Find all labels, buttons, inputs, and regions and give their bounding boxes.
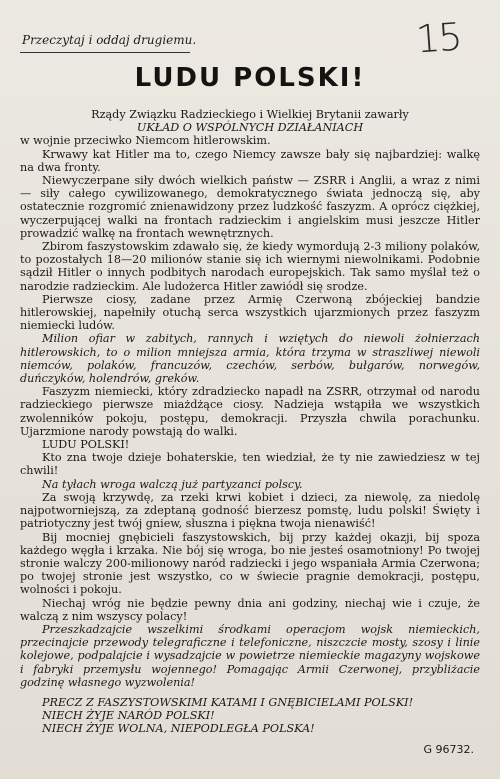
- paragraph-enemy-uncertain: Niechaj wróg nie będzie pewny dnia ani godziny, niechaj wie i czuje, że walczą z nim wszyscy polacy!: [20, 596, 480, 623]
- leaflet-body: [20, 108, 480, 689]
- paragraph-million-victims: Milion ofiar w zabitych, rannych i wziętych do niewoli żołnierzach hitlerowskich, to o milion mniejsza armia, która trzyma w straszliwej niewoli niemców, polaków, francuzów, czechów, serbów, bułgarów, norwegów, duńczyków, holendrów, greków.: [20, 332, 480, 386]
- top-rule: [20, 52, 190, 53]
- paragraph-two-fronts: Krwawy kat Hitler ma to, czego Niemcy zawsze bały się najbardziej: walkę na dwa fronty.: [20, 147, 480, 174]
- paragraph-ludu-polski: LUDU POLSKI!: [42, 438, 130, 452]
- paragraph-partisans: Na tyłach wroga walczą już partyzanci polscy.: [42, 477, 303, 491]
- paragraph-intro-line1: Rządy Związku Radzieckiego i Wielkiej Brytanii zawarły: [91, 108, 409, 121]
- paragraph-first-blows: Pierwsze ciosy, zadane przez Armię Czerwoną zbójeckiej bandzie hitlerowskiej, napełniły otuchą serca wszystkich ujarzmionych przez faszyzm niemiecki ludów.: [20, 292, 480, 333]
- paragraph-heroic-history: Kto zna twoje dzieje bohaterskie, ten wiedział, że ty nie zawiedziesz w tej chwili!: [20, 451, 480, 478]
- paragraph-sabotage: Przeszkadzajcie wszelkimi środkami operacjom wojsk niemieckich, przecinajcie przewody telegraficzne i telefoniczne, niszczcie mosty, szosy i linie kolejowe, podpalajcie i wysadzajcie w powietrze niemieckie magazyny wojskowe i fabryki przemysłu wojennego! Pomagając Armii Czerwonej, przybliżacie godzinę własnego wyzwolenia!: [20, 622, 480, 689]
- closing-slogans: [20, 696, 480, 735]
- top-note: Przeczytaj i oddaj drugiemu.: [22, 33, 197, 47]
- page-title: LUDU POLSKI!: [134, 63, 366, 93]
- paragraph-revenge: Za swoją krzywdę, za rzeki krwi kobiet i dzieci, za niewolę, za niedolę najpotworniejszą, za zdeptaną godność bierzesz pomstę, ludu polski! Święty i patriotyczny jest twój gniew, słuszna i piękna twoja nienawiść!: [20, 490, 480, 531]
- paragraph-strike-harder: Bij mocniej gnębicieli faszystowskich, bij przy każdej okazji, bij spoza każdego węgła i krzaka. Nie bój się wroga, bo nie jesteś osamotniony! Po twojej stronie walczy 200-milionowy naród radziecki i jego wspaniała Armia Czerwona; po twojej stronie jest wszystko, co w świecie pragnie demokracji, postępu, wolności i pokoju.: [20, 530, 480, 597]
- paragraph-fascist-expectations: Zbirom faszystowskim zdawało się, że kiedy wymordują 2-3 miliony polaków, to pozostałych 18—20 milionów stanie się ich wiernymi niewolnikami. Podobnie sądził Hitler o innych podbitych narodach europejskich. Tak samo myślał też o narodzie radzieckim. Ale ludożerca Hitler zawiódł się srodze.: [20, 240, 480, 293]
- paragraph-allied-forces: Niewyczerpane siły dwóch wielkich państw — ZSRR i Anglii, a wraz z nimi — siły całego cywilizowanego, demokratycznego świata jednoczą się, aby ostatecznie rozgromić znienawidzony przez ludzkość faszyzm. A oprócz ciężkiej, wyczerpującej walki na frontach radzieckim i angielskim musi jeszcze Hitler prowadzić walkę na frontach wewnętrznych.: [20, 174, 480, 240]
- print-code: G 96732.: [423, 743, 474, 756]
- slogan-long-live-poland: NIECH ŻYJE WOLNA, NIEPODLEGŁA POLSKA!: [42, 722, 315, 735]
- paragraph-intro-line3: w wojnie przeciwko Niemcom hitlerowskim.: [20, 134, 271, 148]
- paragraph-fascism-attacked: Faszyzm niemiecki, który zdradziecko napadł na ZSRR, otrzymał od narodu radzieckiego pierwsze miażdżące ciosy. Nadzieja wstąpiła we wszystkich zwolenników pokoju, postępu, demokracji. Przyszła chwila porachunku. Ujarzmione narody powstają do walki.: [20, 385, 480, 438]
- paragraph-intro-agreement: UKŁAD O WSPÓLNYCH DZIAŁANIACH: [136, 121, 364, 135]
- handwritten-page-number: 15: [414, 14, 462, 62]
- slogan-long-live-nation: NIECH ŻYJE NARÓD POLSKI!: [42, 709, 215, 722]
- slogan-down-with-fascists: PRECZ Z FASZYSTOWSKIMI KATAMI I GNĘBICIELAMI POLSKI!: [42, 696, 414, 709]
